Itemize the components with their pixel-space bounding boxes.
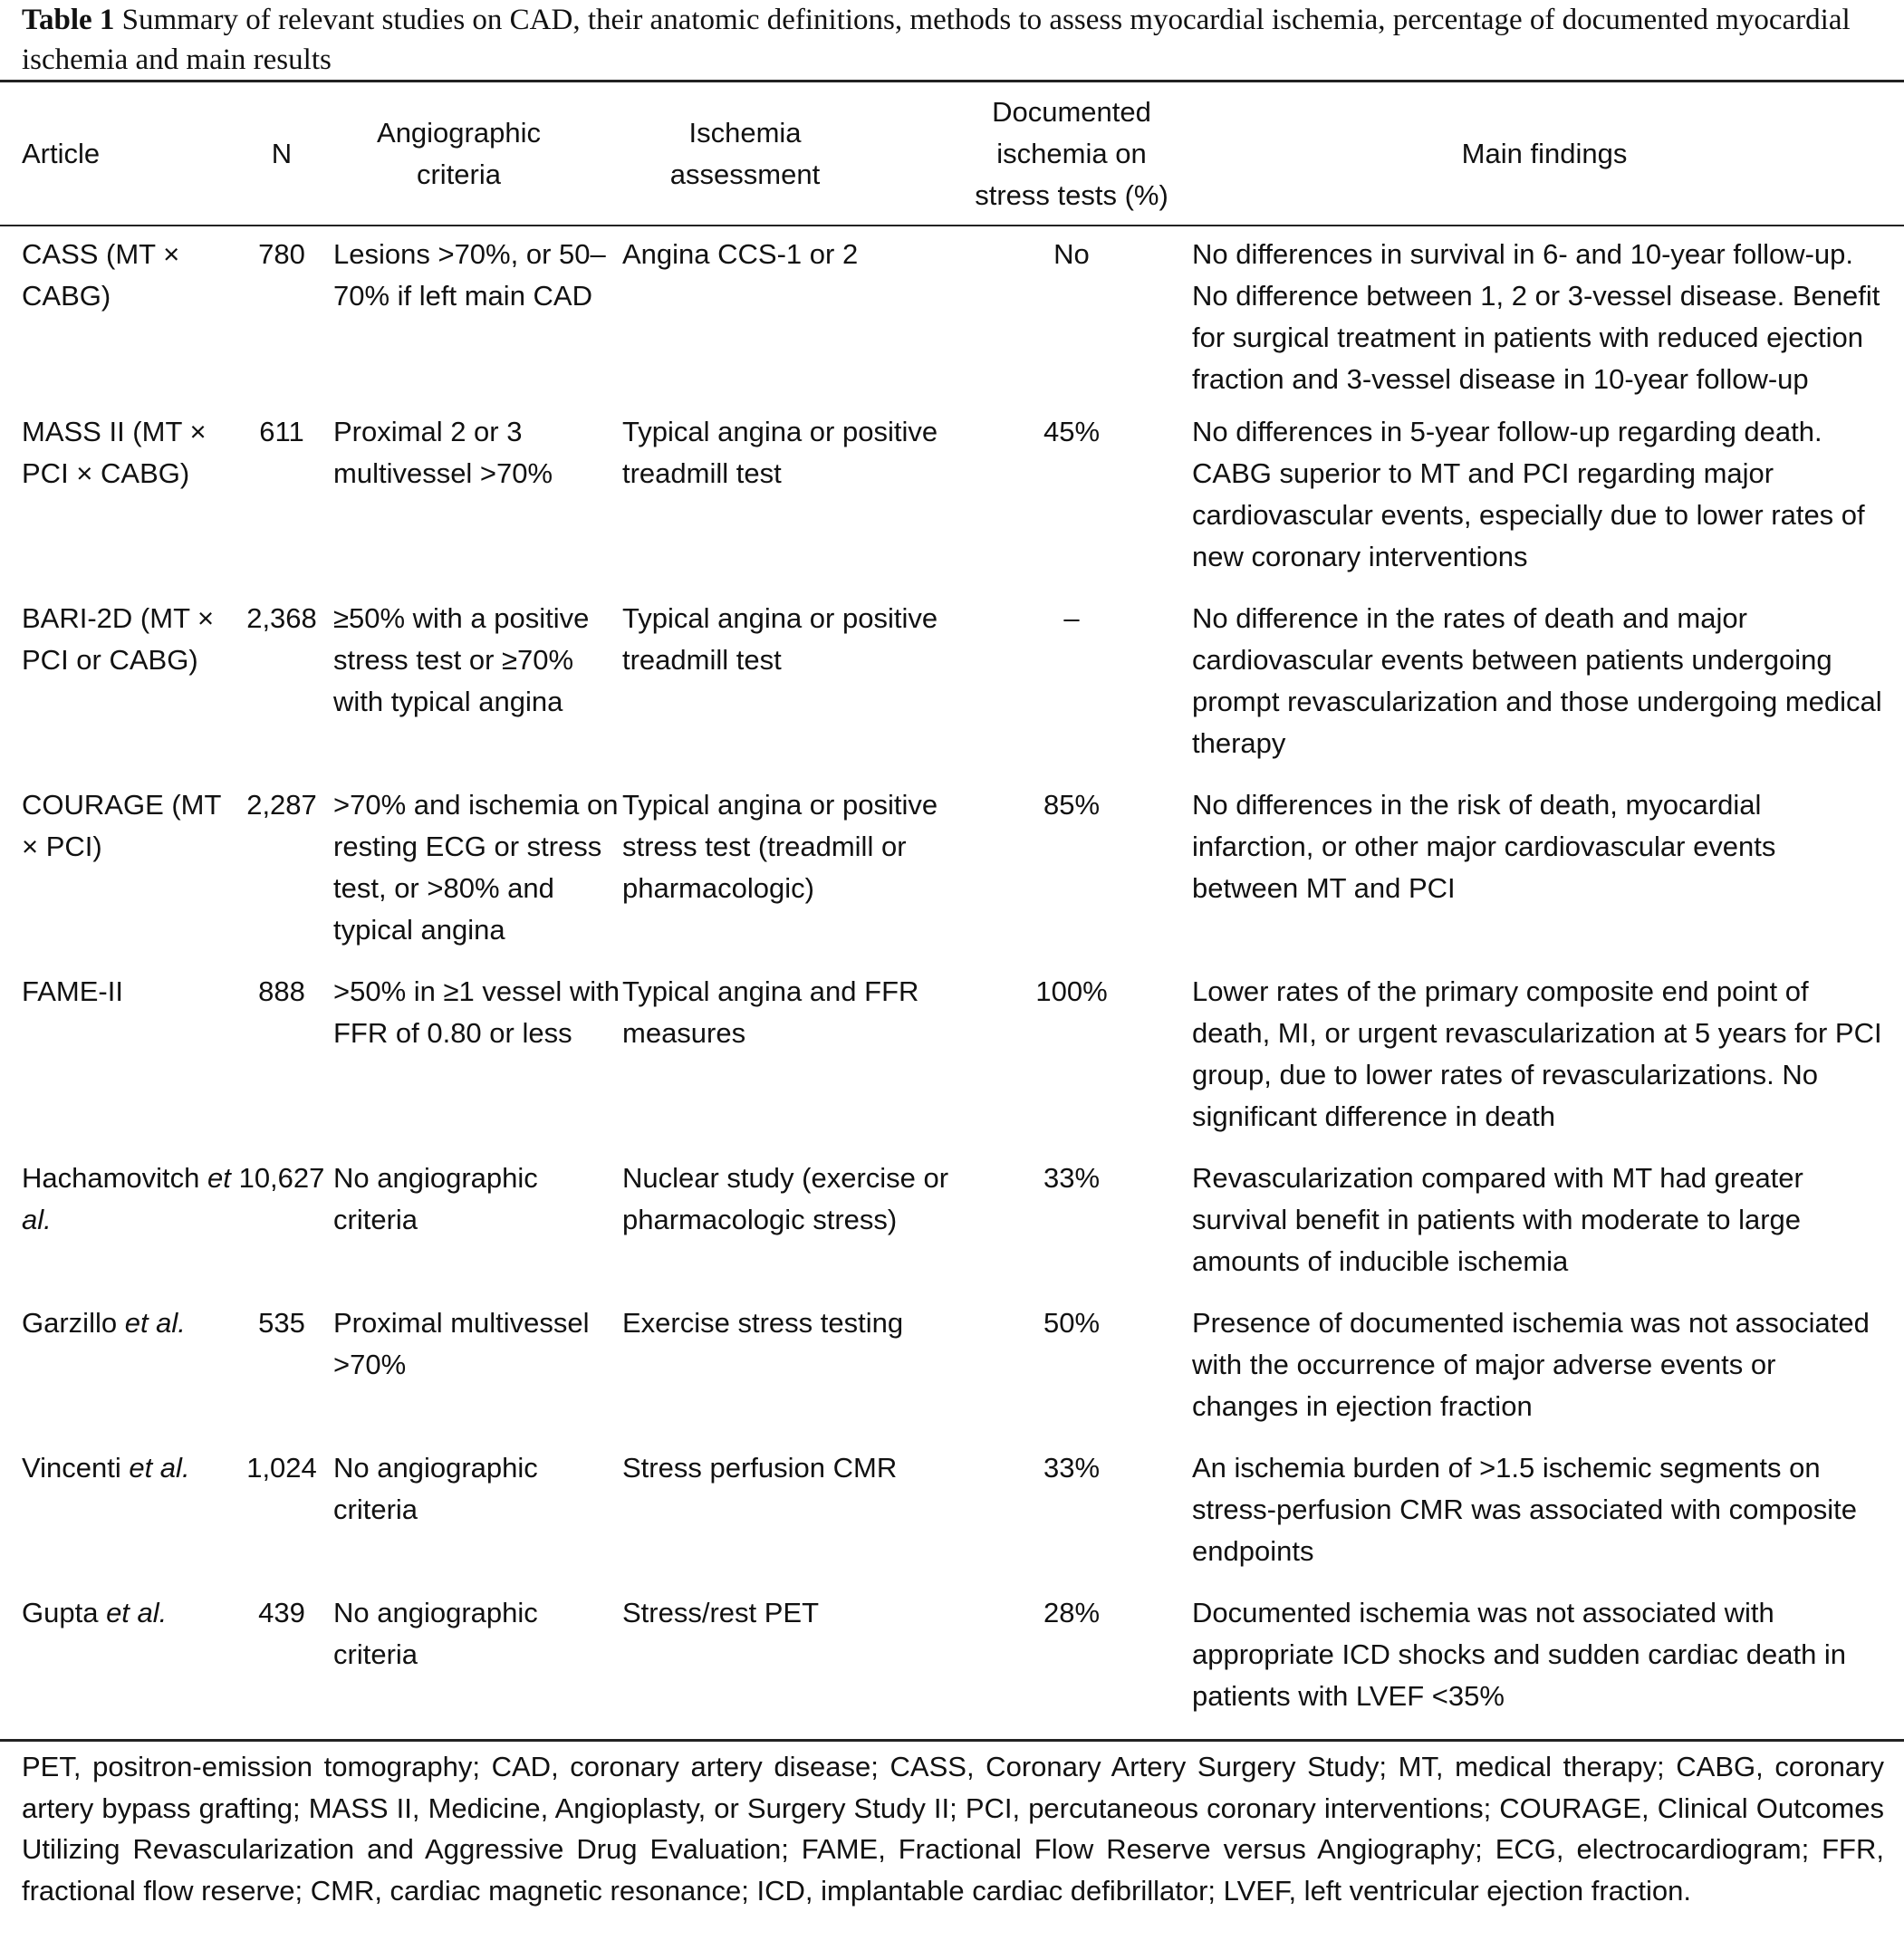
cell-angiographic-criteria: Proximal 2 or 3 multivessel >70% [333, 416, 553, 489]
table-caption-text: Summary of relevant studies on CAD, their anatomic definitions, methods to assess myocardial ischemia, percentage of documented myocardial ischemia and main results [22, 4, 1851, 76]
table-row [0, 598, 1904, 784]
cell-ischemia-assessment: Nuclear study (exercise or pharmacologic stress) [622, 1162, 949, 1235]
header-angiographic-criteria: Angiographic criteria [377, 116, 541, 190]
article-name: Hachamovitch [22, 1162, 208, 1194]
cell-article [0, 1592, 232, 1737]
cell-documented-ischemia: – [1063, 602, 1080, 634]
cell-documented-ischemia: 28% [1043, 1597, 1101, 1628]
cell-angiographic-criteria: Lesions >70%, or 50–70% if left main CAD [333, 238, 606, 312]
table-header-row [0, 82, 1904, 225]
cell-documented-ischemia: 45% [1043, 416, 1101, 447]
cell-main-findings: Revascularization compared with MT had greater survival benefit in patients with moderate to large amounts of inducible ischemia [1192, 1162, 1803, 1277]
cell-angiographic-criteria: >50% in ≥1 vessel with FFR of 0.80 or less [333, 975, 620, 1049]
article-name: COURAGE (MT × PCI) [22, 789, 221, 862]
cell-article [0, 784, 232, 971]
cell-article [0, 225, 232, 411]
article-et-al: et al. [22, 1162, 231, 1235]
article-name: BARI-2D (MT × PCI or CABG) [22, 602, 215, 676]
cell-ischemia-assessment: Typical angina or positive stress test (treadmill or pharmacologic) [622, 789, 938, 904]
cell-main-findings: Presence of documented ischemia was not associated with the occurrence of major adverse events or changes in ejection fraction [1192, 1307, 1870, 1422]
cell-angiographic-criteria: No angiographic criteria [333, 1452, 538, 1525]
cell-angiographic-criteria: No angiographic criteria [333, 1162, 538, 1235]
table-body [0, 225, 1904, 1737]
header-article: Article [22, 137, 101, 169]
article-name: FAME-II [22, 975, 123, 1007]
article-name: Gupta [22, 1597, 107, 1628]
header-documented-ischemia: Documented ischemia on stress tests (%) [975, 95, 1168, 211]
cell-main-findings: No difference in the rates of death and major cardiovascular events between patients undergoing prompt revascularization and those undergoing medical therapy [1192, 602, 1882, 759]
cell-main-findings: An ischemia burden of >1.5 ischemic segments on stress-perfusion CMR was associated with composite endpoints [1192, 1452, 1857, 1567]
studies-table [0, 82, 1904, 1737]
cell-n: 535 [258, 1307, 305, 1339]
cell-n: 611 [259, 416, 304, 447]
cell-ischemia-assessment: Exercise stress testing [622, 1307, 904, 1339]
cell-angiographic-criteria: No angiographic criteria [333, 1597, 538, 1670]
header-ischemia-assessment: Ischemia assessment [669, 116, 821, 190]
cell-n: 2,287 [246, 789, 317, 821]
cell-ischemia-assessment: Typical angina or positive treadmill test [622, 416, 938, 489]
cell-documented-ischemia: 33% [1043, 1162, 1101, 1194]
article-et-al: et al. [124, 1307, 186, 1339]
cell-n: 888 [258, 975, 305, 1007]
cell-angiographic-criteria: ≥50% with a positive stress test or ≥70% with typical angina [333, 602, 590, 717]
table-row [0, 1302, 1904, 1447]
article-et-al: et al. [106, 1597, 168, 1628]
cell-ischemia-assessment: Angina CCS-1 or 2 [622, 238, 859, 270]
table-row [0, 1158, 1904, 1302]
cell-main-findings: No differences in 5-year follow-up regarding death. CABG superior to MT and PCI regarding major cardiovascular events, especially due to lower rates of new coronary interventions [1192, 416, 1865, 572]
cell-main-findings: No differences in the risk of death, myocardial infarction, or other major cardiovascular events between MT and PCI [1192, 789, 1776, 904]
table-row [0, 971, 1904, 1158]
cell-article [0, 971, 232, 1158]
cell-documented-ischemia: 100% [1035, 975, 1108, 1007]
cell-article [0, 1302, 232, 1447]
cell-main-findings: No differences in survival in 6- and 10-year follow-up. No difference between 1, 2 or 3-vessel disease. Benefit for surgical treatment in patients with reduced ejection fraction and 3-vessel disease in 10-year follow-up [1192, 238, 1880, 395]
cell-documented-ischemia: 85% [1043, 789, 1101, 821]
cell-n: 10,627 [238, 1162, 325, 1194]
cell-article [0, 1158, 232, 1302]
table-footnote: PET, positron-emission tomography; CAD, coronary artery disease; CASS, Coronary Artery Surgery Study; MT, medical therapy; CABG, coronary artery bypass grafting; MASS II, Medicine, Angioplasty, or Surgery Study II; PCI, percutaneous coronary interventions; COURAGE, Clinical Outcomes Utilizing Revascularization and Aggressive Drug Evaluation; FAME, Fractional Flow Reserve versus Angiography; ECG, electrocardiogram; FFR, fractional flow reserve; CMR, cardiac magnetic resonance; ICD, implantable cardiac defibrillator; LVEF, left ventricular ejection fraction. [22, 1751, 1884, 1907]
table-bottom-rule [0, 1739, 1904, 1742]
cell-article [0, 411, 232, 598]
table-caption-label: Table 1 [22, 4, 115, 36]
article-name: Vincenti [22, 1452, 130, 1484]
cell-n: 780 [258, 238, 305, 270]
article-et-al: et al. [129, 1452, 190, 1484]
table-row [0, 1592, 1904, 1737]
cell-ischemia-assessment: Typical angina or positive treadmill test [622, 602, 938, 676]
table-row [0, 411, 1904, 598]
cell-angiographic-criteria: >70% and ischemia on resting ECG or stress test, or >80% and typical angina [333, 789, 619, 946]
article-name: MASS II (MT × PCI × CABG) [22, 416, 207, 489]
cell-ischemia-assessment: Stress perfusion CMR [622, 1452, 898, 1484]
cell-main-findings: Lower rates of the primary composite end point of death, MI, or urgent revascularization at 5 years for PCI group, due to lower rates of revascularizations. No significant difference in death [1192, 975, 1882, 1132]
cell-documented-ischemia: 33% [1043, 1452, 1101, 1484]
cell-n: 2,368 [246, 602, 317, 634]
header-n: N [271, 137, 293, 169]
article-name: Garzillo [22, 1307, 125, 1339]
table-caption [22, 0, 1884, 80]
table-row [0, 1447, 1904, 1592]
table-row [0, 784, 1904, 971]
cell-main-findings: Documented ischemia was not associated with appropriate ICD shocks and sudden cardiac death in patients with LVEF <35% [1192, 1597, 1847, 1712]
cell-n: 439 [258, 1597, 305, 1628]
cell-documented-ischemia: No [1053, 238, 1090, 270]
article-name: CASS (MT × CABG) [22, 238, 180, 312]
cell-ischemia-assessment: Typical angina and FFR measures [622, 975, 919, 1049]
cell-ischemia-assessment: Stress/rest PET [622, 1597, 820, 1628]
cell-angiographic-criteria: Proximal multivessel >70% [333, 1307, 590, 1380]
cell-documented-ischemia: 50% [1043, 1307, 1101, 1339]
cell-n: 1,024 [246, 1452, 317, 1484]
cell-article [0, 1447, 232, 1592]
table-row [0, 225, 1904, 411]
cell-article [0, 598, 232, 784]
header-main-findings: Main findings [1461, 137, 1628, 169]
